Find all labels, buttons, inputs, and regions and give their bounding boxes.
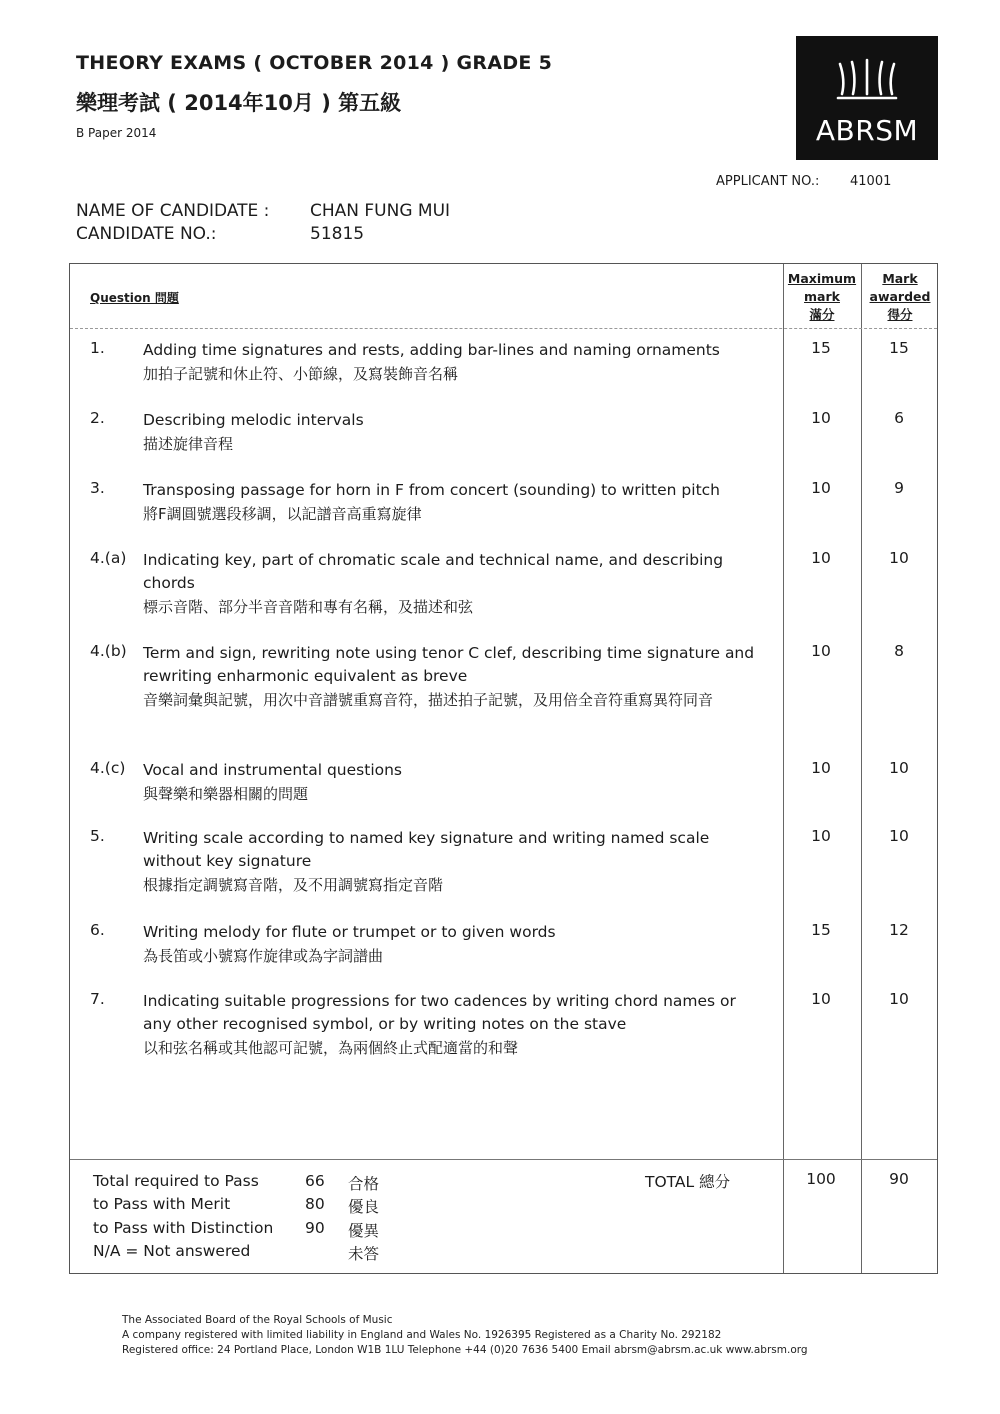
requirement-row: Total required to Pass 66 合格 <box>93 1172 380 1193</box>
logo-text: ABRSM <box>815 114 919 147</box>
question-text: Adding time signatures and rests, adding bar-lines and naming ornaments 加拍子記號和休止符、小節線，及寫裝飾音名稱 <box>143 339 763 386</box>
footer-line: The Associated Board of the Royal Schools of Music <box>122 1314 393 1326</box>
question-column-header: Question 問題 <box>90 291 179 305</box>
maximum-mark: 10 <box>811 479 831 497</box>
total-label: TOTAL 總分 <box>645 1173 731 1191</box>
applicant-number <box>716 174 892 189</box>
crown-icon <box>832 58 902 104</box>
mark-awarded: 9 <box>894 479 904 497</box>
question-text: Writing melody for flute or trumpet or to given words 為長笛或小號寫作旋律或為字詞譜曲 <box>143 921 763 968</box>
question-number: 2. <box>90 409 105 427</box>
question-text-chinese: 根據指定調號寫音階，及不用調號寫指定音階 <box>143 876 444 894</box>
mark-awarded-header: Mark awarded 得分 <box>869 271 931 322</box>
maximum-mark: 10 <box>811 759 831 777</box>
exam-title-chinese: 樂理考試 ( 2014年10月 ) 第五級 <box>76 91 402 115</box>
maximum-mark: 15 <box>811 921 831 939</box>
requirement-row: to Pass with Distinction 90 優異 <box>93 1219 380 1240</box>
footer-line: Registered office: 24 Portland Place, London W1B 1LU Telephone +44 (0)20 7636 5400 Email abrsm@abrsm.ac.uk www.abrsm.org <box>122 1344 808 1356</box>
question-number: 6. <box>90 921 105 939</box>
question-text-chinese: 加拍子記號和休止符、小節線，及寫裝飾音名稱 <box>143 365 459 383</box>
question-text-chinese: 以和弦名稱或其他認可記號，為兩個終止式配適當的和聲 <box>143 1039 519 1057</box>
applicant-label: APPLICANT NO.: <box>716 174 820 189</box>
organisation-footer <box>122 1313 808 1358</box>
maximum-mark: 10 <box>811 549 831 567</box>
question-text-chinese: 標示音階、部分半音音階和專有名稱，及描述和弦 <box>143 598 474 616</box>
mark-awarded: 12 <box>889 921 909 939</box>
candidate-name-label: NAME OF CANDIDATE : <box>76 201 270 221</box>
requirement-row: N/A = Not answered 未答 <box>93 1242 380 1263</box>
mark-awarded: 15 <box>889 339 909 357</box>
total-awarded: 90 <box>889 1170 909 1188</box>
mark-awarded: 10 <box>889 549 909 567</box>
marks-table <box>69 263 938 1274</box>
question-text-chinese: 描述旋律音程 <box>143 435 234 453</box>
candidate-number-value: 51815 <box>310 224 365 244</box>
question-number: 3. <box>90 479 105 497</box>
mark-awarded: 8 <box>894 642 904 660</box>
mark-awarded: 6 <box>894 409 904 427</box>
question-number: 5. <box>90 827 105 845</box>
column-divider <box>783 264 784 1273</box>
footer-divider <box>70 1159 937 1160</box>
footer-line: A company registered with limited liability in England and Wales No. 1926395 Registered as a Charity No. 292182 <box>122 1329 722 1341</box>
candidate-name-value: CHAN FUNG MUI <box>310 201 451 221</box>
candidate-number-row <box>76 224 364 244</box>
question-text: Indicating suitable progressions for two cadences by writing chord names or any other recognised symbol, or by writing notes on the stave 以和弦名稱或其他認可記號，為兩個終止式配適當的和聲 <box>143 990 763 1060</box>
maximum-mark: 10 <box>811 827 831 845</box>
candidate-number-label: CANDIDATE NO.: <box>76 224 217 244</box>
exam-title: THEORY EXAMS ( OCTOBER 2014 ) GRADE 5 <box>76 52 553 74</box>
column-divider <box>861 264 862 1273</box>
abrsm-logo <box>796 36 938 160</box>
total-maximum: 100 <box>806 1170 836 1188</box>
applicant-value: 41001 <box>850 174 892 189</box>
question-text-chinese: 將F調圓號選段移調，以記譜音高重寫旋律 <box>143 505 422 523</box>
question-number: 4.(b) <box>90 642 127 660</box>
question-text: Describing melodic intervals 描述旋律音程 <box>143 409 763 456</box>
question-number: 4.(a) <box>90 549 127 567</box>
question-number: 4.(c) <box>90 759 126 777</box>
question-number: 1. <box>90 339 105 357</box>
question-number: 7. <box>90 990 105 1008</box>
requirement-row: to Pass with Merit 80 優良 <box>93 1195 380 1216</box>
question-text: Term and sign, rewriting note using tenor C clef, describing time signature and rewriting enharmonic equivalent as breve 音樂詞彙與記號，用次中音譜號重寫音符，描述拍子記號，及用倍全音符重寫異符同音 <box>143 642 763 712</box>
mark-awarded: 10 <box>889 827 909 845</box>
mark-awarded: 10 <box>889 990 909 1008</box>
mark-awarded: 10 <box>889 759 909 777</box>
candidate-name-row <box>76 201 450 221</box>
question-text: Vocal and instrumental questions 與聲樂和樂器相關的問題 <box>143 759 763 806</box>
question-text: Transposing passage for horn in F from concert (sounding) to written pitch 將F調圓號選段移調，以記譜音高重寫旋律 <box>143 479 763 526</box>
header-divider <box>70 328 937 329</box>
question-text-chinese: 為長笛或小號寫作旋律或為字詞譜曲 <box>143 947 384 965</box>
maximum-mark: 15 <box>811 339 831 357</box>
question-text-chinese: 音樂詞彙與記號，用次中音譜號重寫音符，描述拍子記號，及用倍全音符重寫異符同音 <box>143 691 714 709</box>
maximum-mark: 10 <box>811 409 831 427</box>
maximum-mark: 10 <box>811 990 831 1008</box>
question-text: Indicating key, part of chromatic scale and technical name, and describing chords 標示音階、部分半音音階和專有名稱，及描述和弦 <box>143 549 763 619</box>
maximum-mark: 10 <box>811 642 831 660</box>
question-text-chinese: 與聲樂和樂器相關的問題 <box>143 785 309 803</box>
maximum-mark-header: Maximum mark 滿分 <box>787 271 857 322</box>
question-text: Writing scale according to named key signature and writing named scale without key signature 根據指定調號寫音階，及不用調號寫指定音階 <box>143 827 763 897</box>
paper-label: B Paper 2014 <box>76 126 157 140</box>
